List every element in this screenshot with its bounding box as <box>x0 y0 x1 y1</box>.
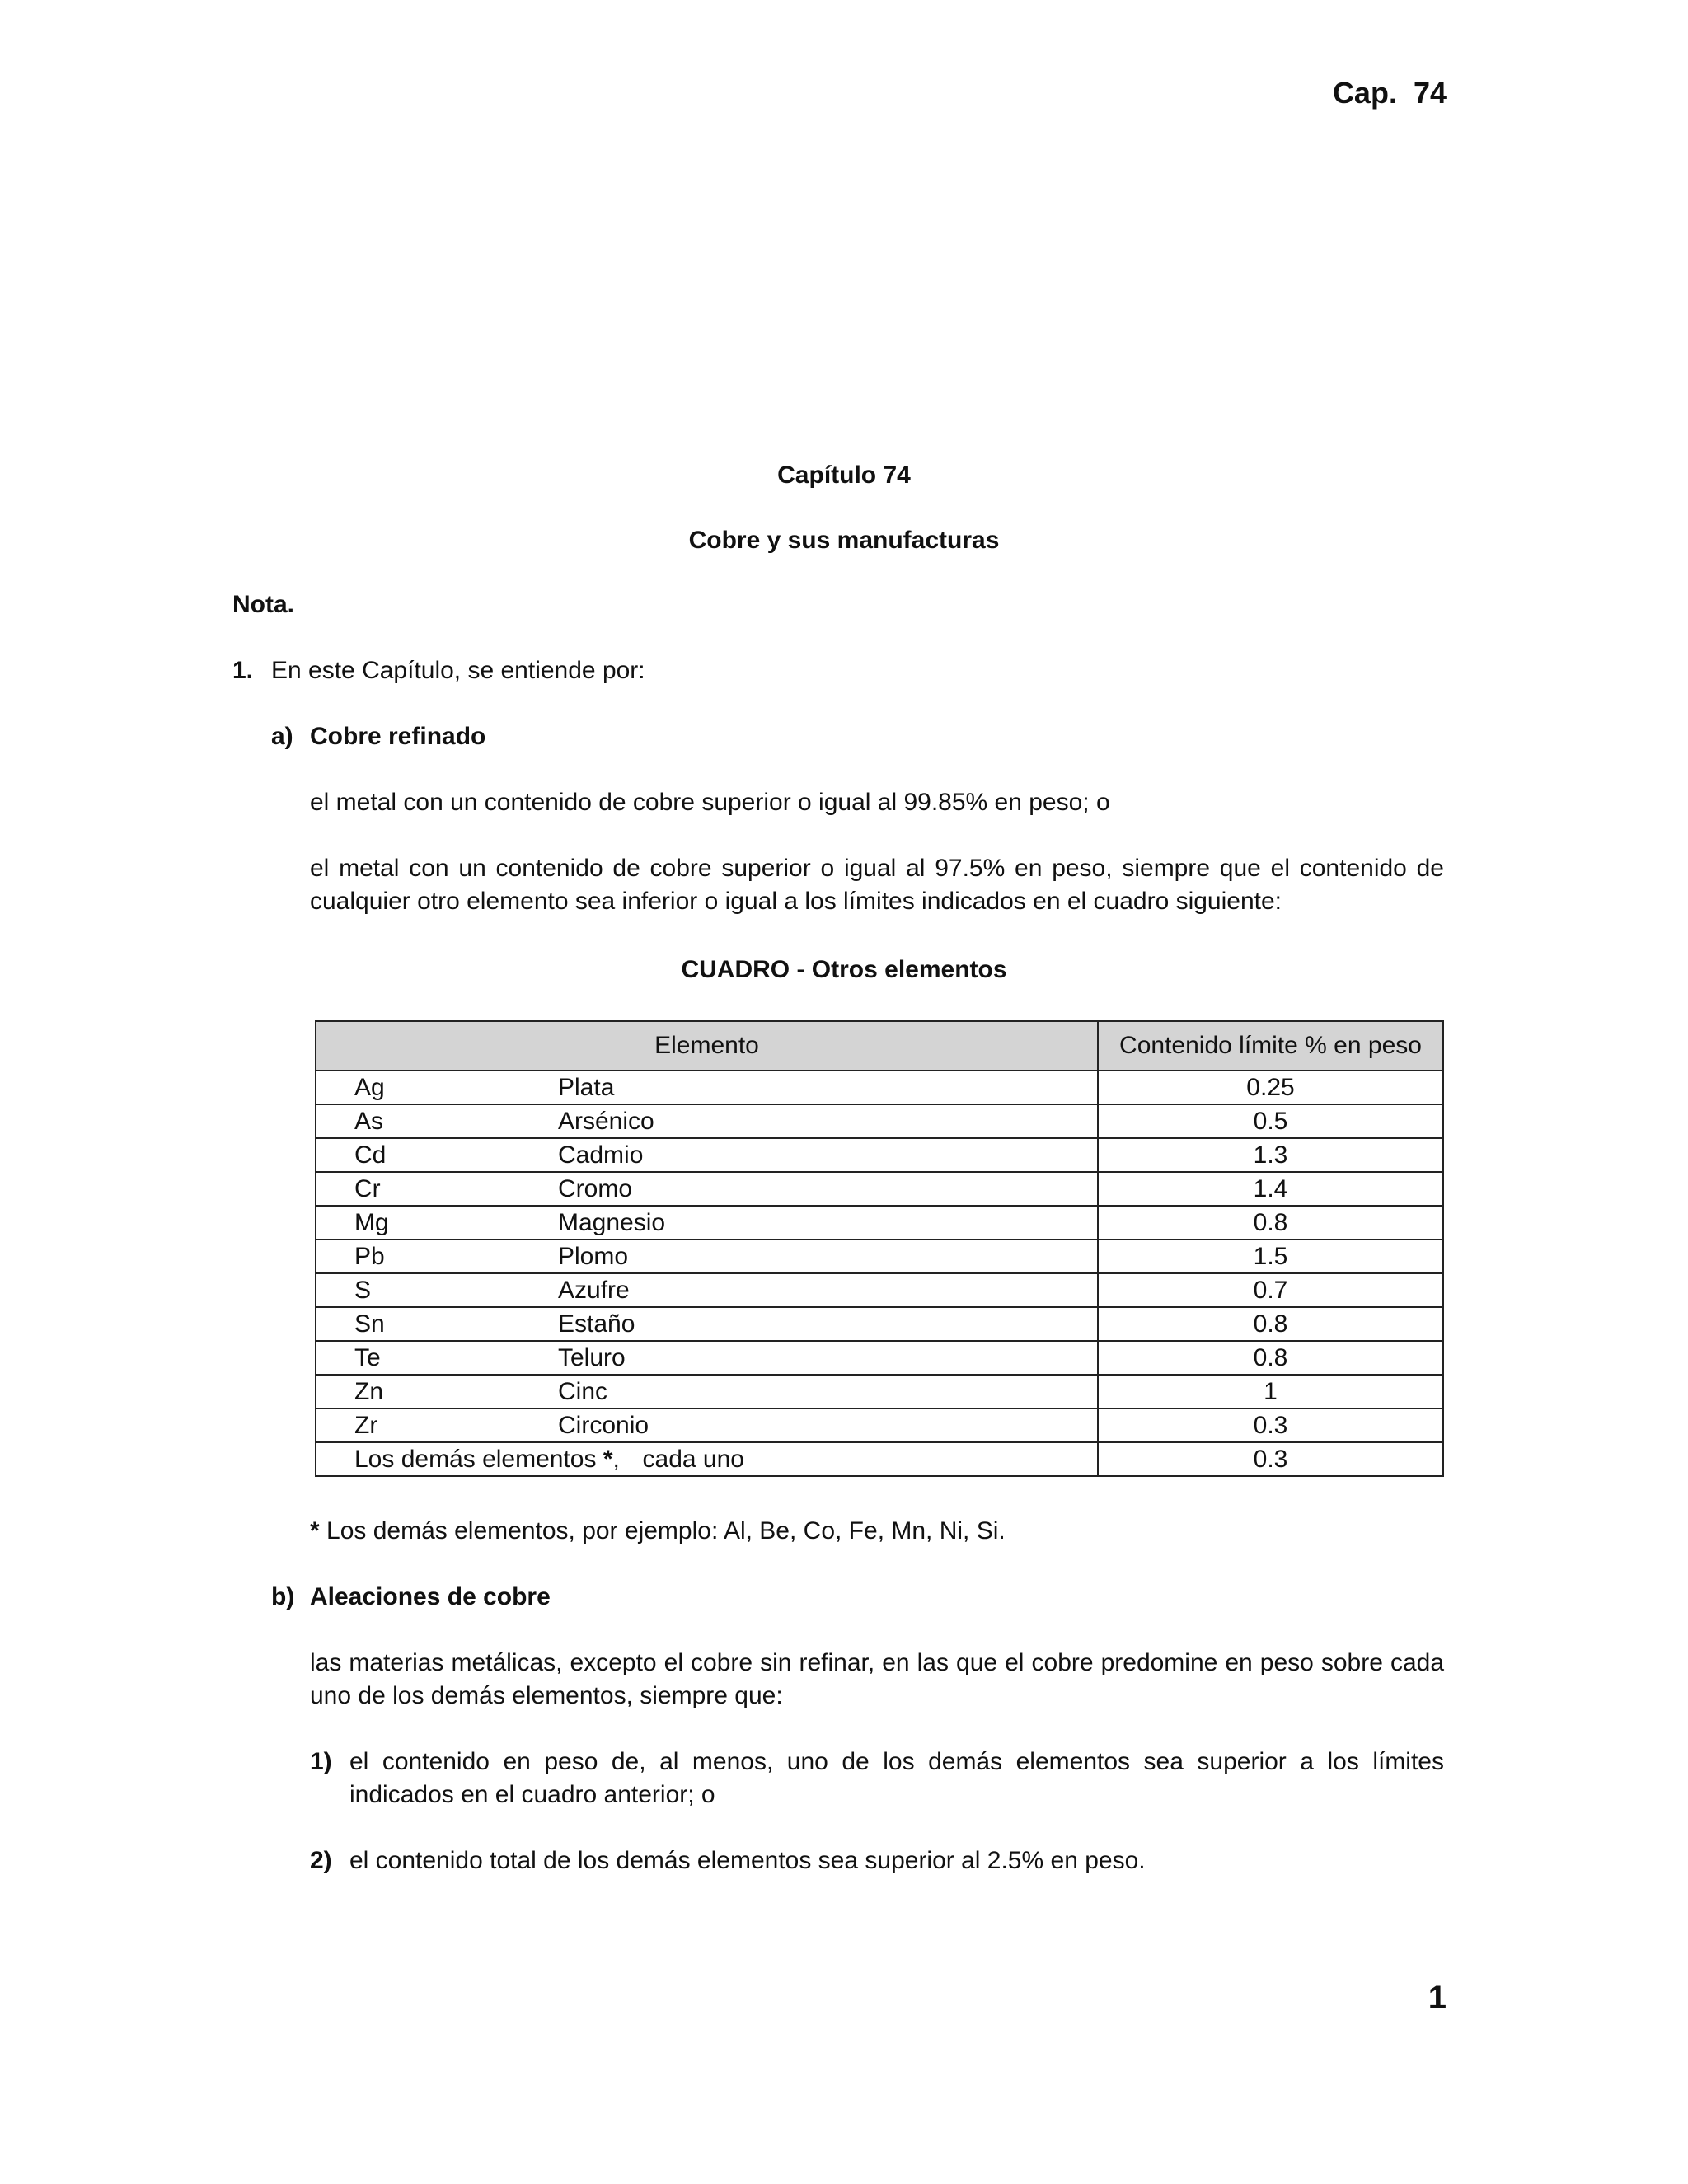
other-elements-each: cada uno <box>642 1446 744 1473</box>
table-row <box>316 1138 1443 1172</box>
limit-cell: 0.8 <box>1098 1307 1443 1341</box>
table-row <box>316 1408 1443 1442</box>
element-cell <box>316 1307 1098 1341</box>
element-name: Plomo <box>558 1243 629 1270</box>
element-cell <box>316 1408 1098 1442</box>
element-symbol: Cr <box>354 1175 381 1202</box>
table-row-other-elements <box>316 1442 1443 1476</box>
limit-cell: 1 <box>1098 1375 1443 1408</box>
table-row <box>316 1071 1443 1104</box>
element-symbol: S <box>354 1277 372 1304</box>
note-label: Nota. <box>232 591 294 618</box>
column-header-element: Elemento <box>316 1021 1098 1071</box>
other-elements-asterisk: * <box>603 1446 613 1473</box>
element-name: Azufre <box>558 1277 630 1304</box>
limit-cell: 0.5 <box>1098 1104 1443 1138</box>
element-cell <box>316 1375 1098 1408</box>
element-symbol: Te <box>354 1344 381 1371</box>
table-row <box>316 1104 1443 1138</box>
element-name: Circonio <box>558 1412 649 1439</box>
element-symbol: Cd <box>354 1141 387 1169</box>
limit-cell: 1.3 <box>1098 1138 1443 1172</box>
element-cell <box>316 1442 1098 1476</box>
subitem-heading: Aleaciones de cobre <box>310 1583 551 1610</box>
list-item-number: 1) <box>310 1748 332 1775</box>
element-cell <box>316 1071 1098 1104</box>
list-item-number: 2) <box>310 1847 332 1874</box>
chapter-title: Capítulo 74 <box>777 462 911 489</box>
element-name: Magnesio <box>558 1209 666 1236</box>
item-text: En este Capítulo, se entiende por: <box>271 657 645 684</box>
table-row <box>316 1172 1443 1206</box>
subitem-marker: b) <box>271 1583 295 1610</box>
paragraph: el metal con un contenido de cobre superior o igual al 99.85% en peso; o <box>310 789 1110 816</box>
limit-cell: 1.4 <box>1098 1172 1443 1206</box>
chapter-subtitle: Cobre y sus manufacturas <box>688 527 1000 554</box>
limit-cell: 0.8 <box>1098 1341 1443 1375</box>
table-row <box>316 1273 1443 1307</box>
element-symbol: Zr <box>354 1412 378 1439</box>
list-item-text: el contenido total de los demás elementos sea superior al 2.5% en peso. <box>349 1847 1146 1874</box>
element-cell <box>316 1273 1098 1307</box>
table-footnote <box>310 1515 1006 1548</box>
element-cell <box>316 1138 1098 1172</box>
elements-table <box>315 1020 1444 1477</box>
element-symbol: As <box>354 1108 384 1135</box>
element-name: Teluro <box>558 1344 626 1371</box>
element-symbol: Sn <box>354 1310 385 1338</box>
limit-cell: 0.8 <box>1098 1206 1443 1240</box>
element-cell <box>316 1172 1098 1206</box>
table-row <box>316 1307 1443 1341</box>
table-caption: CUADRO - Otros elementos <box>681 956 1007 983</box>
limit-cell: 0.7 <box>1098 1273 1443 1307</box>
element-cell <box>316 1206 1098 1240</box>
element-name: Cromo <box>558 1175 633 1202</box>
page-number: 1 <box>1428 1980 1447 2016</box>
footnote-text: Los demás elementos, por ejemplo: Al, Be, Co, Fe, Mn, Ni, Si. <box>319 1517 1006 1544</box>
list-item-text: el contenido en peso de, al menos, uno de los demás elementos sea superior a los límites indicados en el cuadro anterior; o <box>349 1748 1444 1808</box>
element-name: Cadmio <box>558 1141 644 1169</box>
table-header-row <box>316 1021 1443 1071</box>
element-cell <box>316 1341 1098 1375</box>
element-symbol: Mg <box>354 1209 389 1236</box>
element-cell <box>316 1104 1098 1138</box>
element-name: Estaño <box>558 1310 635 1338</box>
table-row <box>316 1240 1443 1273</box>
element-name: Cinc <box>558 1378 608 1405</box>
element-symbol: Pb <box>354 1243 385 1270</box>
table-row <box>316 1206 1443 1240</box>
paragraph: el metal con un contenido de cobre superior o igual al 97.5% en peso, siempre que el contenido de cualquier otro elemento sea inferior o igual a los límites indicados en el cuadro siguiente: <box>310 855 1444 915</box>
element-symbol: Ag <box>354 1074 385 1101</box>
table-row <box>316 1375 1443 1408</box>
item-number: 1. <box>232 657 254 684</box>
limit-cell: 0.3 <box>1098 1408 1443 1442</box>
element-cell <box>316 1240 1098 1273</box>
element-symbol: Zn <box>354 1378 384 1405</box>
limit-cell: 1.5 <box>1098 1240 1443 1273</box>
subitem-heading: Cobre refinado <box>310 723 486 750</box>
table-row <box>316 1341 1443 1375</box>
footnote-asterisk: * <box>310 1517 320 1544</box>
column-header-limit: Contenido límite % en peso <box>1098 1021 1443 1071</box>
subitem-marker: a) <box>271 723 293 750</box>
element-name: Plata <box>558 1074 615 1101</box>
paragraph: las materias metálicas, excepto el cobre sin refinar, en las que el cobre predomine en peso sobre cada uno de los demás elementos, siempre que: <box>310 1649 1444 1709</box>
element-name: Arsénico <box>558 1108 654 1135</box>
running-head: Cap. 74 <box>1332 76 1447 110</box>
other-elements-label: Los demás elementos <box>354 1446 603 1473</box>
limit-cell: 0.3 <box>1098 1442 1443 1476</box>
other-elements-comma: , <box>612 1446 620 1473</box>
limit-cell: 0.25 <box>1098 1071 1443 1104</box>
